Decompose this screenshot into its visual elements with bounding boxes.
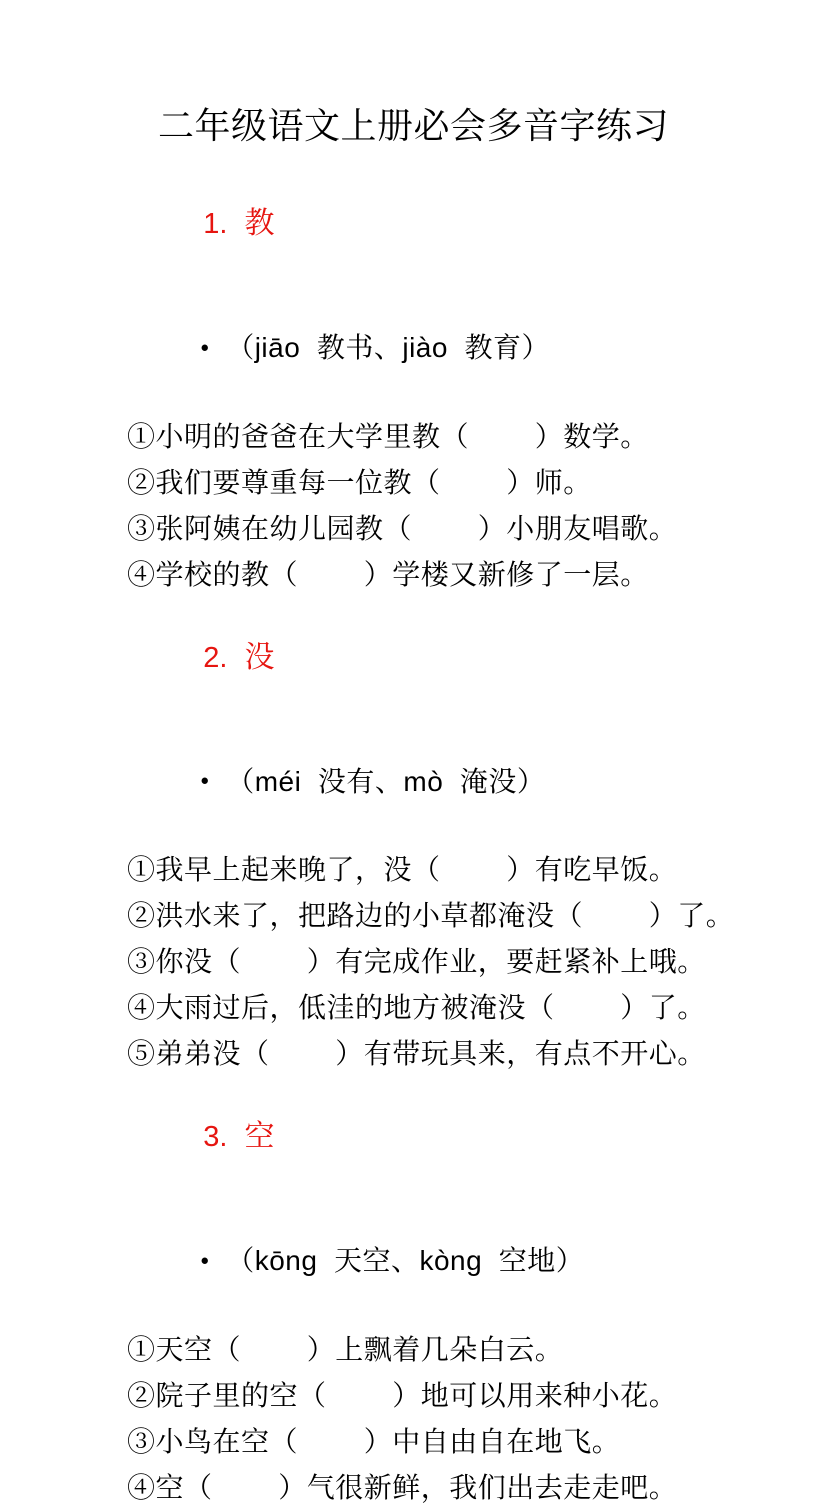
pinyin-readings: （kōng 天空、kòng 空地）: [226, 1245, 585, 1276]
exercise-sentence: ③小鸟在空（ ）中自由自在地飞。: [127, 1424, 621, 1458]
exercise-sentence: ①我早上起来晚了，没（ ）有吃早饭。: [127, 853, 678, 886]
worksheet-content: [127, 170, 772, 1505]
section-number: 2.: [203, 641, 228, 674]
bullet-icon: •: [198, 1249, 212, 1275]
section-character: 空: [244, 1119, 275, 1154]
section-heading: [127, 170, 772, 278]
bullet-icon: •: [198, 336, 212, 362]
exercise-sentence: ④大雨过后，低洼的地方被淹没（ ）了。: [127, 991, 706, 1024]
section-kong: [127, 1083, 772, 1505]
pinyin-readings: （jiāo 教书、jiào 教育）: [226, 332, 550, 363]
exercise-sentence: ③你没（ ）有完成作业，要赶紧补上哦。: [127, 945, 706, 978]
exercise-sentence: ③张阿姨在幼儿园教（ ）小朋友唱歌。: [127, 511, 678, 545]
section-number: 3.: [203, 1121, 228, 1153]
exercise-sentence: ②院子里的空（ ）地可以用来种小花。: [127, 1378, 678, 1412]
section-mei: [127, 604, 772, 1072]
exercise-sentence: ①小明的爸爸在大学里教（ ）数学。: [127, 419, 649, 453]
exercise-sentence: ⑤弟弟没（ ）有带玩具来，有点不开心。: [127, 1037, 706, 1070]
section-heading: [127, 1083, 772, 1191]
section-jiao: [127, 170, 772, 592]
pinyin-line: [127, 728, 772, 838]
exercise-sentence: ①天空（ ）上飘着几朵白云。: [127, 1332, 564, 1366]
section-heading: [127, 604, 772, 712]
exercise-sentence: ④学校的教（ ）学楼又新修了一层。: [127, 557, 649, 591]
pinyin-readings: （méi 没有、mò 淹没）: [226, 765, 546, 797]
pinyin-line: [127, 294, 772, 404]
section-character: 教: [244, 206, 275, 241]
pinyin-line: [127, 1207, 772, 1317]
exercise-sentence: ②我们要尊重每一位教（ ）师。: [127, 465, 592, 499]
bullet-icon: •: [198, 770, 212, 795]
exercise-sentence: ④空（ ）气很新鲜，我们出去走走吧。: [127, 1470, 678, 1504]
page-title: 二年级语文上册必会多音字练习: [157, 106, 669, 147]
exercise-sentence: ②洪水来了，把路边的小草都淹没（ ）了。: [127, 899, 735, 932]
section-number: 1.: [203, 208, 228, 240]
section-character: 没: [244, 639, 275, 675]
